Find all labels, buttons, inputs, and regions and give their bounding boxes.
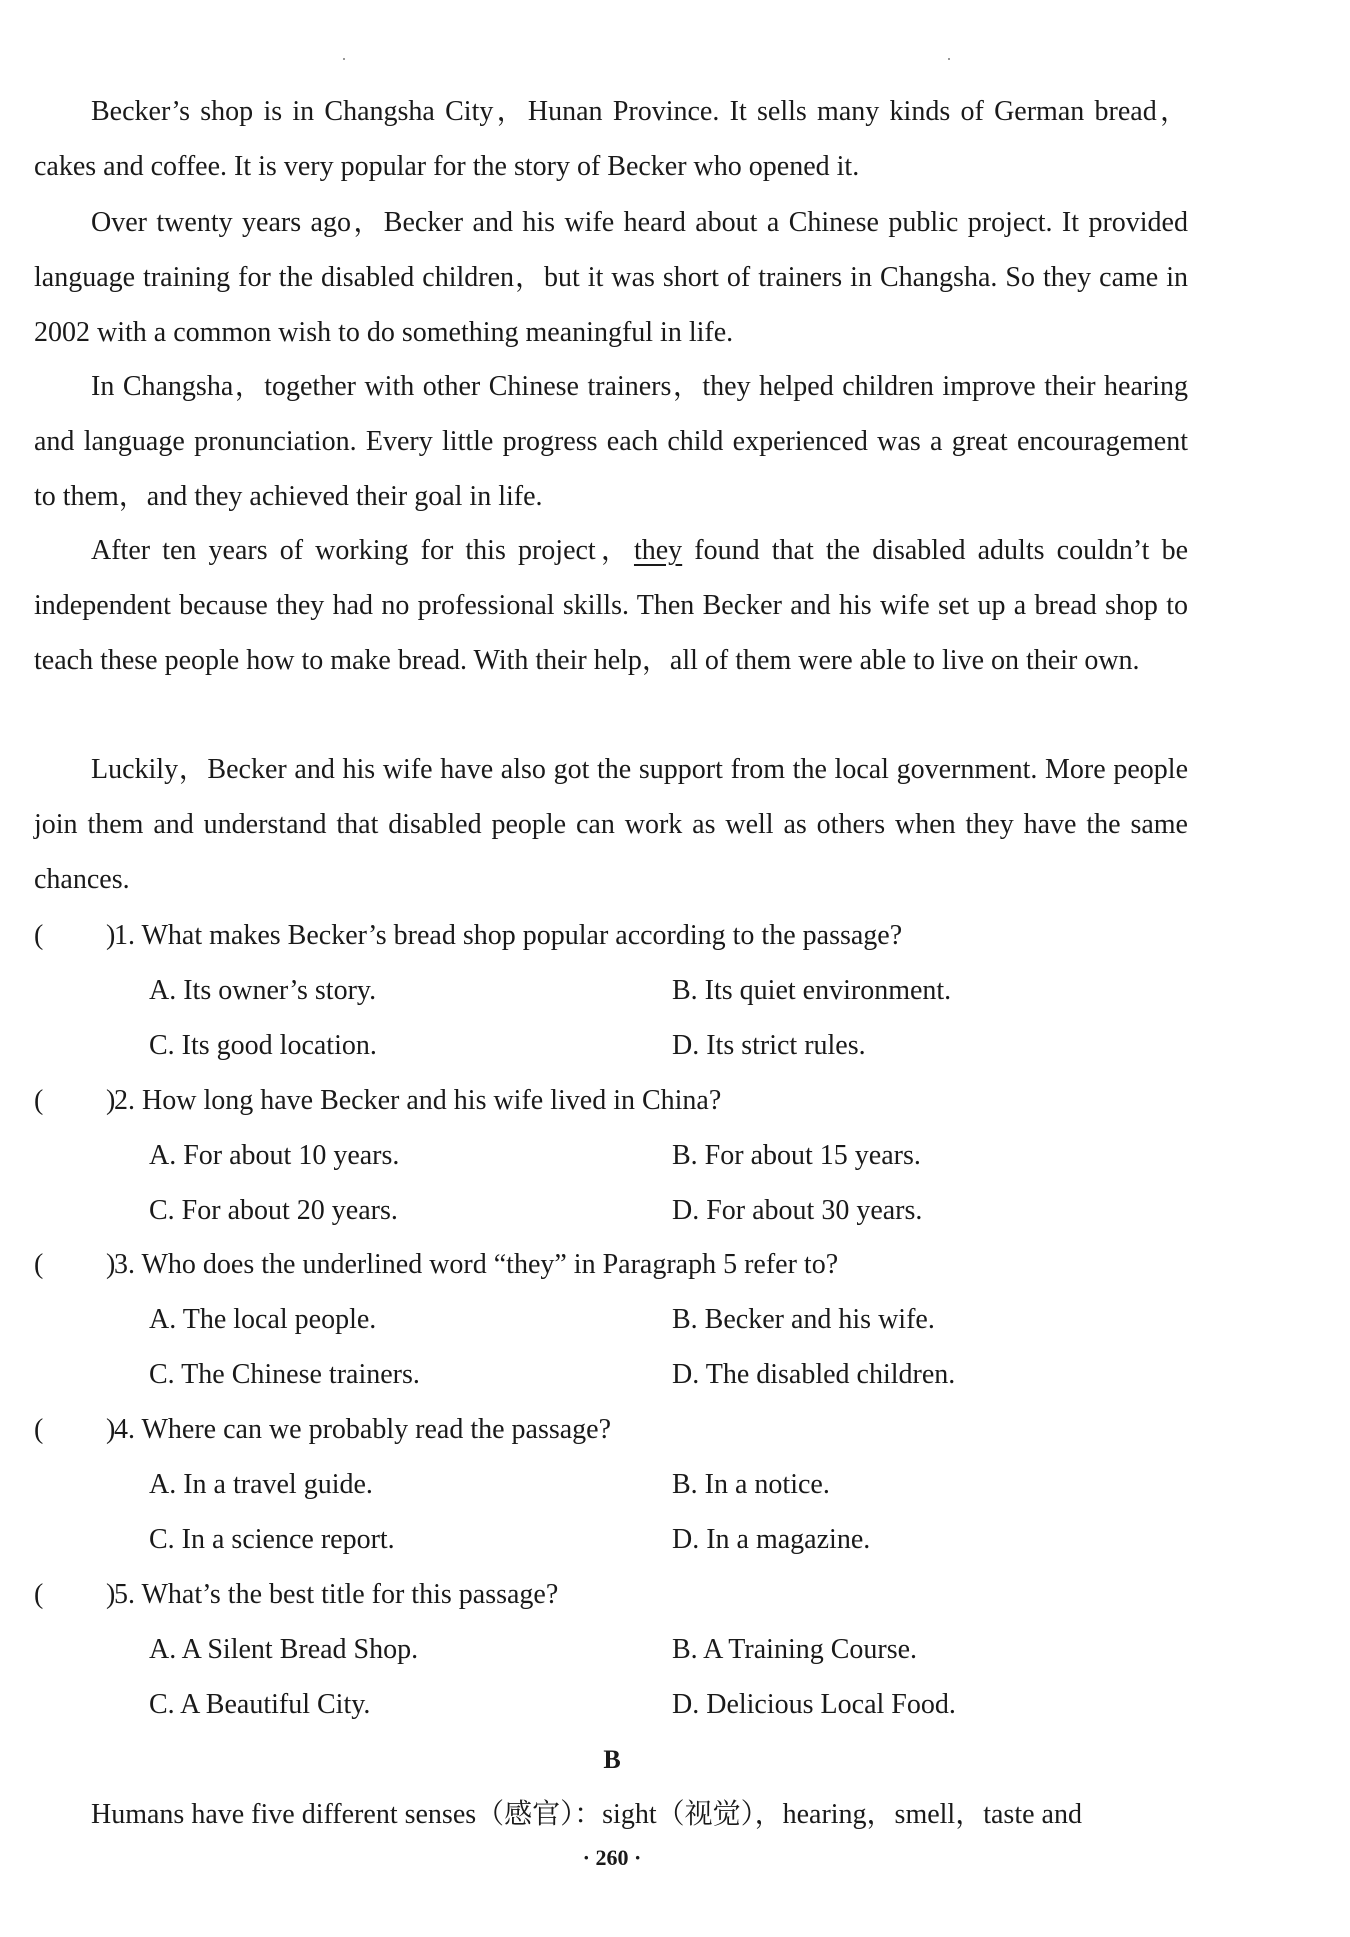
question-text: 1. What makes Becker’s bread shop popular according to the passage? (114, 920, 903, 951)
option-b: B. For about 15 years. (672, 1140, 921, 1171)
option-b: B. A Training Course. (672, 1634, 918, 1665)
passage-a-paragraph-1: Becker’s shop is in Changsha City，Hunan Province. It sells many kinds of German bread，cakes and coffee. It is very popular for the story of Becker who opened it. (34, 96, 1188, 182)
option-c: C. For about 20 years. (149, 1195, 398, 1226)
passage-b-text: Humans have five different senses（感官）：sight（视觉），hearing，smell，taste and (91, 1799, 1082, 1830)
option-d: D. For about 30 years. (672, 1195, 923, 1226)
question-text: 3. Who does the underlined word “they” in Paragraph 5 refer to? (114, 1249, 839, 1280)
answer-blank-close: ) (106, 1249, 116, 1280)
option-c: C. A Beautiful City. (149, 1689, 371, 1720)
question-text: 4. Where can we probably read the passage? (114, 1414, 612, 1445)
answer-blank-close: ) (106, 1414, 116, 1445)
passage-a-paragraph-5: Luckily，Becker and his wife have also got the support from the local government. More people join them and understand that disabled people can work as well as others when they have the same chances. (34, 754, 1188, 895)
option-a: A. The local people. (149, 1304, 377, 1335)
answer-blank-close: ) (106, 920, 116, 951)
option-b: B. Its quiet environment. (672, 975, 952, 1006)
underlined-word-they: they (633, 535, 683, 566)
option-c: C. Its good location. (149, 1030, 377, 1061)
answer-blank-close: ) (106, 1085, 116, 1116)
option-a: A. For about 10 years. (149, 1140, 400, 1171)
answer-blank-open[interactable]: ( (34, 920, 44, 951)
answer-blank-open[interactable]: ( (34, 1414, 44, 1445)
question-text: 5. What’s the best title for this passage? (114, 1579, 559, 1610)
passage-a-paragraph-2: Over twenty years ago，Becker and his wife heard about a Chinese public project. It provided language training for the disabled children，but it was short of trainers in Changsha. So they came in 2002 with a common wish to do something meaningful in life. (34, 207, 1188, 348)
option-a: A. Its owner’s story. (149, 975, 377, 1006)
answer-blank-open[interactable]: ( (34, 1085, 44, 1116)
passage-a-paragraph-3: In Changsha，together with other Chinese trainers，they helped children improve their hearing and language pronunciation. Every little progress each child experienced was a great encouragement to them，and they achieved their goal in life. (34, 371, 1188, 512)
option-d: D. Its strict rules. (672, 1030, 866, 1061)
answer-blank-close: ) (106, 1579, 116, 1610)
answer-blank-open[interactable]: ( (34, 1579, 44, 1610)
scan-speck (343, 58, 345, 60)
answer-blank-open[interactable]: ( (34, 1249, 44, 1280)
option-d: D. In a magazine. (672, 1524, 871, 1555)
page-number: · 260 · (582, 1845, 642, 1870)
passage-a-paragraph-4: After ten years of working for this project，they found that the disabled adults couldn’t be independent because they had no professional skills. Then Becker and his wife set up a bread shop to teach these people how to make bread. With their help，all of them were able to live on their own. (34, 535, 1188, 676)
option-b: B. In a notice. (672, 1469, 830, 1500)
option-a: A. In a travel guide. (149, 1469, 373, 1500)
option-b: B. Becker and his wife. (672, 1304, 935, 1335)
section-b-heading: B (603, 1745, 621, 1774)
option-c: C. The Chinese trainers. (149, 1359, 420, 1390)
option-a: A. A Silent Bread Shop. (149, 1634, 419, 1665)
question-text: 2. How long have Becker and his wife lived in China? (114, 1085, 722, 1116)
option-d: D. Delicious Local Food. (672, 1689, 956, 1720)
scan-speck (948, 58, 950, 60)
option-c: C. In a science report. (149, 1524, 395, 1555)
option-d: D. The disabled children. (672, 1359, 956, 1390)
